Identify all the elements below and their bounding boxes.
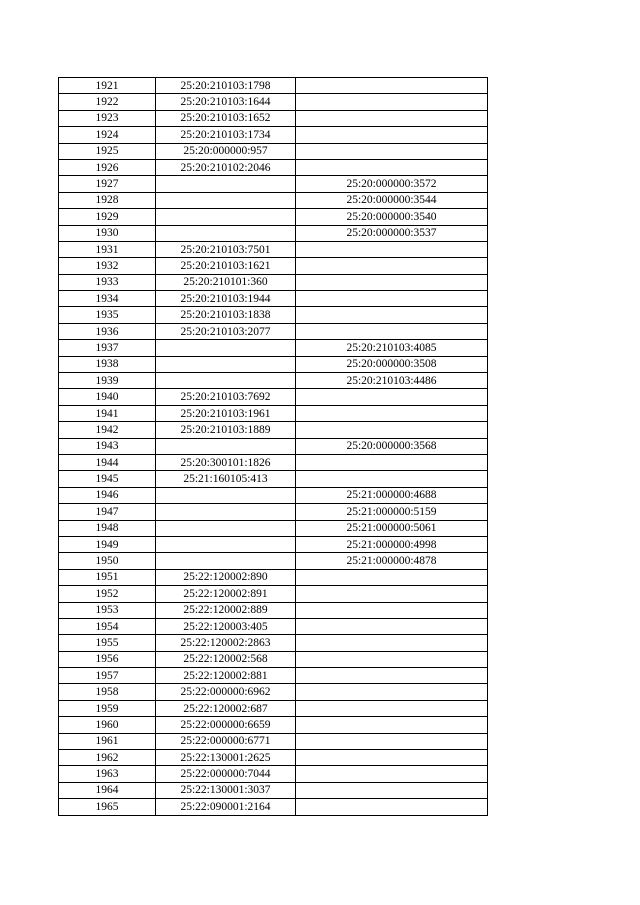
cadastral-number-alt-cell	[296, 422, 488, 438]
cadastral-number-alt-cell: 25:21:000000:4878	[296, 553, 488, 569]
cadastral-number-cell	[156, 209, 296, 225]
table-row	[59, 618, 488, 634]
table-row	[59, 750, 488, 766]
table-row	[59, 635, 488, 651]
table-row	[59, 602, 488, 618]
cadastral-number-alt-cell: 25:20:210103:4085	[296, 340, 488, 356]
cadastral-number-cell: 25:22:090001:2164	[156, 799, 296, 815]
cadastral-number-cell: 25:20:210103:7692	[156, 389, 296, 405]
cadastral-number-alt-cell	[296, 799, 488, 815]
table-row	[59, 422, 488, 438]
cadastral-number-alt-cell	[296, 717, 488, 733]
table-row	[59, 536, 488, 552]
row-number-cell: 1937	[59, 340, 156, 356]
cadastral-number-alt-cell	[296, 94, 488, 110]
table-row	[59, 323, 488, 339]
cadastral-number-alt-cell	[296, 635, 488, 651]
cadastral-number-cell: 25:20:210103:2077	[156, 323, 296, 339]
table-row	[59, 569, 488, 585]
cadastral-number-cell: 25:22:000000:6962	[156, 684, 296, 700]
cadastral-number-cell: 25:22:120002:687	[156, 700, 296, 716]
cadastral-number-cell	[156, 520, 296, 536]
table-row	[59, 94, 488, 110]
cadastral-number-alt-cell: 25:20:000000:3537	[296, 225, 488, 241]
row-number-cell: 1952	[59, 586, 156, 602]
cadastral-number-alt-cell	[296, 750, 488, 766]
cadastral-number-alt-cell	[296, 454, 488, 470]
table-row	[59, 209, 488, 225]
cadastral-number-alt-cell	[296, 618, 488, 634]
cadastral-number-cell: 25:22:120002:2863	[156, 635, 296, 651]
cadastral-number-cell: 25:20:210103:1644	[156, 94, 296, 110]
cadastral-number-alt-cell	[296, 766, 488, 782]
cadastral-number-cell	[156, 356, 296, 372]
cadastral-number-alt-cell: 25:21:000000:5159	[296, 504, 488, 520]
row-number-cell: 1954	[59, 618, 156, 634]
row-number-cell: 1960	[59, 717, 156, 733]
cadastral-number-alt-cell: 25:20:000000:3568	[296, 438, 488, 454]
table-row	[59, 307, 488, 323]
cadastral-number-cell: 25:22:120002:891	[156, 586, 296, 602]
table-row	[59, 651, 488, 667]
table-row	[59, 241, 488, 257]
row-number-cell: 1929	[59, 209, 156, 225]
cadastral-number-cell	[156, 553, 296, 569]
row-number-cell: 1921	[59, 78, 156, 94]
table-row	[59, 487, 488, 503]
cadastral-number-cell: 25:20:210103:1944	[156, 291, 296, 307]
table-row	[59, 143, 488, 159]
row-number-cell: 1961	[59, 733, 156, 749]
table-row	[59, 258, 488, 274]
table-row	[59, 159, 488, 175]
cadastral-number-alt-cell	[296, 143, 488, 159]
row-number-cell: 1924	[59, 127, 156, 143]
cadastral-number-alt-cell	[296, 782, 488, 798]
cadastral-number-cell: 25:20:210101:360	[156, 274, 296, 290]
cadastral-number-cell: 25:20:210103:1889	[156, 422, 296, 438]
row-number-cell: 1925	[59, 143, 156, 159]
row-number-cell: 1934	[59, 291, 156, 307]
table-row	[59, 78, 488, 94]
row-number-cell: 1953	[59, 602, 156, 618]
cadastral-number-alt-cell	[296, 307, 488, 323]
row-number-cell: 1948	[59, 520, 156, 536]
row-number-cell: 1931	[59, 241, 156, 257]
row-number-cell: 1942	[59, 422, 156, 438]
table-row	[59, 799, 488, 815]
row-number-cell: 1943	[59, 438, 156, 454]
cadastral-number-alt-cell	[296, 405, 488, 421]
cadastral-number-alt-cell	[296, 78, 488, 94]
row-number-cell: 1928	[59, 192, 156, 208]
row-number-cell: 1962	[59, 750, 156, 766]
table-row	[59, 110, 488, 126]
cadastral-number-alt-cell: 25:20:210103:4486	[296, 373, 488, 389]
table-row	[59, 225, 488, 241]
table-row	[59, 340, 488, 356]
row-number-cell: 1959	[59, 700, 156, 716]
table-row	[59, 782, 488, 798]
table-row	[59, 373, 488, 389]
cadastral-number-cell: 25:20:210103:1652	[156, 110, 296, 126]
cadastral-number-alt-cell	[296, 651, 488, 667]
row-number-cell: 1938	[59, 356, 156, 372]
cadastral-number-cell: 25:22:120003:405	[156, 618, 296, 634]
row-number-cell: 1932	[59, 258, 156, 274]
cadastral-number-cell: 25:20:210103:1798	[156, 78, 296, 94]
table-row	[59, 766, 488, 782]
row-number-cell: 1939	[59, 373, 156, 389]
cadastral-number-alt-cell	[296, 127, 488, 143]
row-number-cell: 1955	[59, 635, 156, 651]
cadastral-number-cell: 25:20:300101:1826	[156, 454, 296, 470]
row-number-cell: 1935	[59, 307, 156, 323]
table-row	[59, 684, 488, 700]
cadastral-number-alt-cell	[296, 159, 488, 175]
row-number-cell: 1965	[59, 799, 156, 815]
cadastral-number-cell: 25:20:210102:2046	[156, 159, 296, 175]
table-row	[59, 733, 488, 749]
cadastral-number-cell: 25:20:000000:957	[156, 143, 296, 159]
row-number-cell: 1927	[59, 176, 156, 192]
cadastral-number-alt-cell	[296, 700, 488, 716]
cadastral-number-alt-cell	[296, 586, 488, 602]
table-row	[59, 454, 488, 470]
row-number-cell: 1964	[59, 782, 156, 798]
table-row	[59, 176, 488, 192]
cadastral-number-alt-cell: 25:21:000000:4688	[296, 487, 488, 503]
cadastral-number-alt-cell: 25:20:000000:3544	[296, 192, 488, 208]
cadastral-number-cell: 25:20:210103:1734	[156, 127, 296, 143]
cadastral-number-cell: 25:22:130001:2625	[156, 750, 296, 766]
row-number-cell: 1949	[59, 536, 156, 552]
table-row	[59, 700, 488, 716]
cadastral-number-cell: 25:20:210103:1961	[156, 405, 296, 421]
cadastral-number-alt-cell: 25:20:000000:3572	[296, 176, 488, 192]
row-number-cell: 1946	[59, 487, 156, 503]
cadastral-number-cell: 25:22:120002:568	[156, 651, 296, 667]
row-number-cell: 1951	[59, 569, 156, 585]
cadastral-number-cell: 25:22:130001:3037	[156, 782, 296, 798]
cadastral-number-cell	[156, 373, 296, 389]
cadastral-number-cell: 25:22:000000:6659	[156, 717, 296, 733]
cadastral-number-alt-cell	[296, 569, 488, 585]
row-number-cell: 1936	[59, 323, 156, 339]
table-row	[59, 586, 488, 602]
table-row	[59, 553, 488, 569]
cadastral-number-alt-cell	[296, 733, 488, 749]
table-row	[59, 127, 488, 143]
row-number-cell: 1947	[59, 504, 156, 520]
cadastral-number-cell	[156, 340, 296, 356]
row-number-cell: 1922	[59, 94, 156, 110]
cadastral-number-cell	[156, 536, 296, 552]
cadastral-number-alt-cell	[296, 110, 488, 126]
cadastral-number-alt-cell	[296, 471, 488, 487]
row-number-cell: 1930	[59, 225, 156, 241]
table-row	[59, 668, 488, 684]
row-number-cell: 1945	[59, 471, 156, 487]
row-number-cell: 1956	[59, 651, 156, 667]
table-row	[59, 274, 488, 290]
table-row	[59, 291, 488, 307]
table-row	[59, 192, 488, 208]
cadastral-number-alt-cell: 25:21:000000:4998	[296, 536, 488, 552]
row-number-cell: 1944	[59, 454, 156, 470]
cadastral-number-alt-cell	[296, 274, 488, 290]
cadastral-number-cell: 25:22:000000:7044	[156, 766, 296, 782]
cadastral-number-cell	[156, 504, 296, 520]
row-number-cell: 1950	[59, 553, 156, 569]
row-number-cell: 1923	[59, 110, 156, 126]
cadastral-number-alt-cell	[296, 291, 488, 307]
cadastral-number-table	[58, 77, 488, 816]
table-body	[59, 78, 488, 816]
cadastral-number-alt-cell	[296, 241, 488, 257]
cadastral-number-alt-cell: 25:20:000000:3540	[296, 209, 488, 225]
table-row	[59, 504, 488, 520]
table-row	[59, 356, 488, 372]
row-number-cell: 1958	[59, 684, 156, 700]
table-row	[59, 471, 488, 487]
cadastral-number-alt-cell	[296, 389, 488, 405]
cadastral-number-cell: 25:20:210103:1838	[156, 307, 296, 323]
cadastral-number-cell	[156, 487, 296, 503]
table-row	[59, 717, 488, 733]
row-number-cell: 1940	[59, 389, 156, 405]
cadastral-number-cell	[156, 176, 296, 192]
cadastral-number-cell: 25:22:120002:881	[156, 668, 296, 684]
cadastral-number-alt-cell: 25:20:000000:3508	[296, 356, 488, 372]
table-row	[59, 389, 488, 405]
cadastral-number-cell	[156, 192, 296, 208]
cadastral-number-alt-cell: 25:21:000000:5061	[296, 520, 488, 536]
row-number-cell: 1926	[59, 159, 156, 175]
cadastral-number-cell	[156, 438, 296, 454]
table-row	[59, 520, 488, 536]
row-number-cell: 1941	[59, 405, 156, 421]
row-number-cell: 1957	[59, 668, 156, 684]
cadastral-number-cell: 25:21:160105:413	[156, 471, 296, 487]
row-number-cell: 1933	[59, 274, 156, 290]
cadastral-number-cell: 25:22:000000:6771	[156, 733, 296, 749]
cadastral-number-alt-cell	[296, 323, 488, 339]
cadastral-number-alt-cell	[296, 602, 488, 618]
table-row	[59, 405, 488, 421]
cadastral-number-alt-cell	[296, 258, 488, 274]
cadastral-number-cell: 25:22:120002:890	[156, 569, 296, 585]
table-row	[59, 438, 488, 454]
cadastral-number-cell: 25:20:210103:7501	[156, 241, 296, 257]
cadastral-number-cell: 25:20:210103:1621	[156, 258, 296, 274]
cadastral-number-cell	[156, 225, 296, 241]
cadastral-number-cell: 25:22:120002:889	[156, 602, 296, 618]
cadastral-number-alt-cell	[296, 684, 488, 700]
row-number-cell: 1963	[59, 766, 156, 782]
cadastral-number-alt-cell	[296, 668, 488, 684]
